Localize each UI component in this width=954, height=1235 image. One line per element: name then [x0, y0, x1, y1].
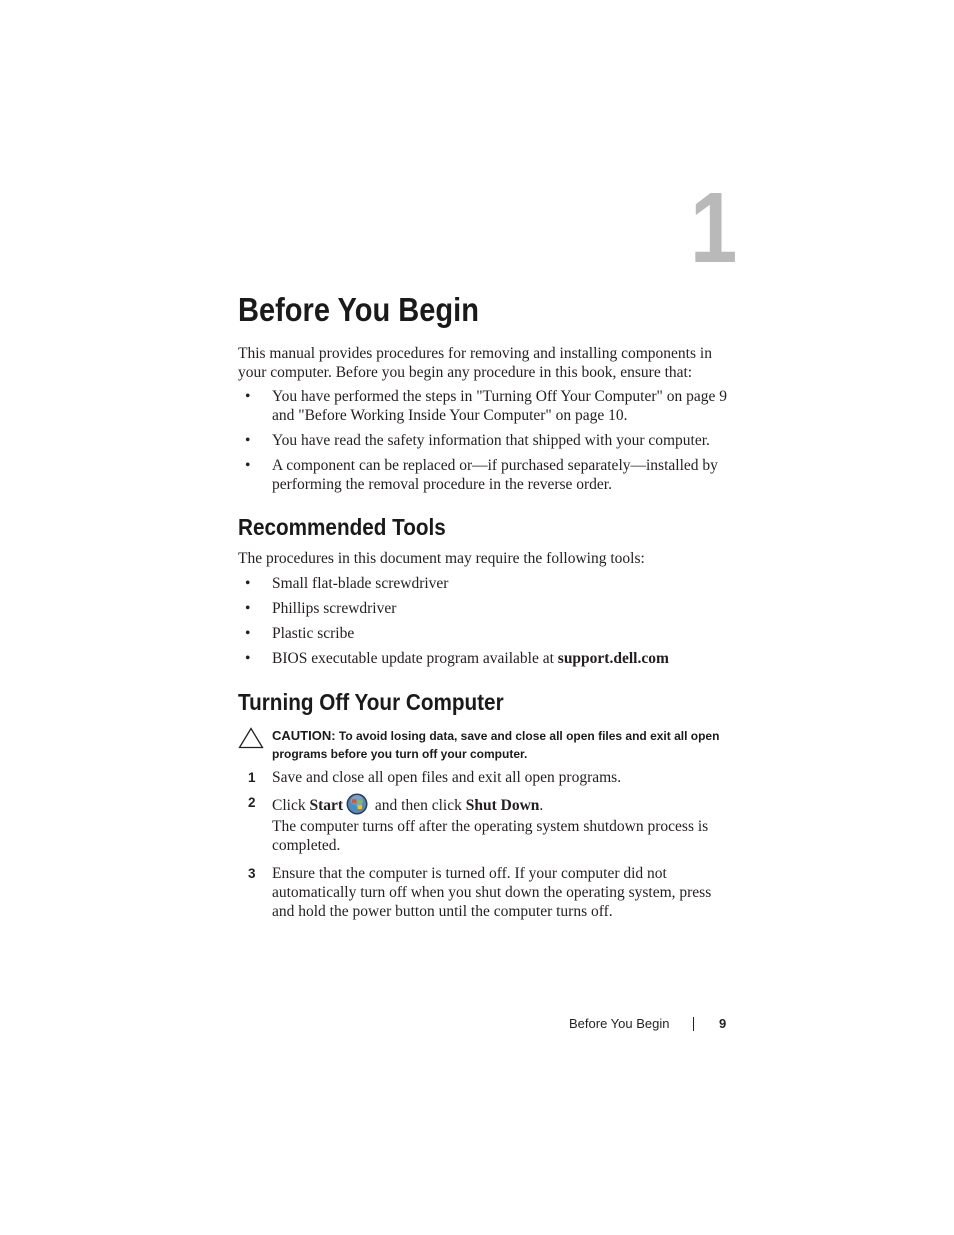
step-2-text [272, 793, 734, 815]
intro-bullet-1: You have performed the steps in "Turning Off Your Computer" on page 9 and "Before Working Inside Your Computer" on page 10. [272, 388, 727, 424]
tools-intro: The procedures in this document may require the following tools: [238, 550, 645, 567]
step-number: 2 [248, 795, 256, 810]
bullet-marker: • [245, 388, 251, 405]
bios-item-text: BIOS executable update program available at [272, 650, 558, 667]
bullet-marker: • [245, 625, 251, 642]
chapter-title: Before You Begin [238, 291, 479, 328]
support-link[interactable]: support.dell.com [557, 650, 669, 667]
footer-title: Before You Begin [569, 1016, 670, 1031]
recommended-tools-heading: Recommended Tools [238, 514, 446, 540]
caution-note [272, 727, 742, 763]
intro-bullet-3: A component can be replaced or—if purchased separately—installed by performing the removal procedure in the reverse order. [272, 457, 718, 493]
bullet-marker: • [245, 650, 251, 667]
step-2-suffix: . [539, 797, 544, 814]
bullet-marker: • [245, 575, 251, 592]
step-2-middle: and then click [371, 797, 466, 814]
footer-divider [693, 1017, 694, 1031]
step-number: 1 [248, 770, 256, 785]
bullet-marker: • [245, 457, 251, 474]
caution-label: CAUTION: [272, 728, 336, 743]
step-2-prefix: Click [272, 797, 310, 814]
caution-triangle-icon [238, 727, 264, 749]
page-number: 9 [719, 1016, 727, 1031]
tool-item-4 [272, 649, 734, 668]
intro-paragraph: This manual provides procedures for removing and installing components in your computer. Before you begin any procedure in this book, ensure that: [238, 345, 712, 381]
turning-off-heading: Turning Off Your Computer [238, 689, 504, 715]
shut-down-label: Shut Down [465, 797, 540, 814]
step-1-text: Save and close all open files and exit all open programs. [272, 769, 622, 786]
step-number: 3 [248, 866, 256, 881]
bullet-marker: • [245, 432, 251, 449]
caution-text: To avoid losing data, save and close all open files and exit all open programs before you turn off your computer. [272, 729, 720, 761]
start-label: Start [309, 797, 344, 814]
bullet-marker: • [245, 600, 251, 617]
intro-bullet-2: You have read the safety information that shipped with your computer. [272, 432, 710, 449]
tool-item-2: Phillips screwdriver [272, 600, 397, 617]
tool-item-3: Plastic scribe [272, 625, 355, 642]
windows-start-icon [346, 793, 368, 815]
step-2-note: The computer turns off after the operating system shutdown process is completed. [272, 818, 709, 854]
step-3-text: Ensure that the computer is turned off. If your computer did not automatically turn off when you shut down the operating system, press and hold the power button until the computer turns off. [272, 865, 712, 920]
tool-item-1: Small flat-blade screwdriver [272, 575, 449, 592]
chapter-number: 1 [690, 172, 738, 284]
